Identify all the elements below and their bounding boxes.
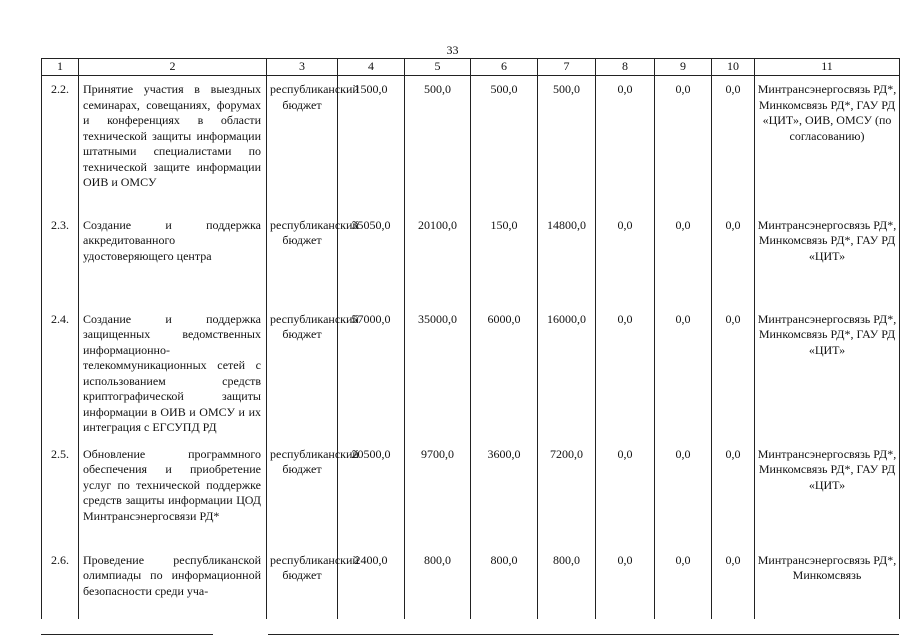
row-number: 2.3. [42, 212, 79, 306]
funding-source: республиканский бюджет [267, 76, 338, 212]
column-header: 4 [338, 59, 405, 76]
column-header: 10 [712, 59, 755, 76]
table-row [42, 306, 900, 441]
amount-total: 20500,0 [338, 441, 405, 547]
column-header: 2 [79, 59, 267, 76]
amount-total: 2400,0 [338, 547, 405, 619]
measure-name: Создание и поддержка аккредитованного удостоверяющего центра [79, 212, 267, 306]
amount-year: 20100,0 [405, 212, 471, 306]
amount-year: 0,0 [655, 212, 712, 306]
row-number: 2.6. [42, 547, 79, 619]
column-header: 7 [538, 59, 596, 76]
amount-year: 16000,0 [538, 306, 596, 441]
amount-year: 7200,0 [538, 441, 596, 547]
amount-year: 0,0 [712, 441, 755, 547]
measure-name: Обновление программного обеспечения и приобретение услуг по технической поддержке средств защиты информации ЦОД Минтрансэнергосвязи РД* [79, 441, 267, 547]
column-header: 1 [42, 59, 79, 76]
funding-source: республиканский бюджет [267, 306, 338, 441]
column-header: 3 [267, 59, 338, 76]
amount-year: 6000,0 [471, 306, 538, 441]
column-header: 5 [405, 59, 471, 76]
funding-source: республиканский бюджет [267, 547, 338, 619]
amount-total: 57000,0 [338, 306, 405, 441]
row-number: 2.2. [42, 76, 79, 212]
amount-year: 9700,0 [405, 441, 471, 547]
column-header: 6 [471, 59, 538, 76]
column-header: 11 [755, 59, 900, 76]
executor: Минтрансэнергосвязь РД*, Минкомсвязь РД*, ГАУ РД «ЦИТ» [755, 441, 900, 547]
measure-name: Создание и поддержка защищенных ведомственных информационно-телекоммуникационных сетей с использованием средств криптографической защиты информации в ОИВ и ОМСУ и их интеграция с ЕГСУПД РД [79, 306, 267, 441]
amount-year: 0,0 [596, 212, 655, 306]
amount-total: 35050,0 [338, 212, 405, 306]
amount-year: 0,0 [712, 547, 755, 619]
row-number: 2.5. [42, 441, 79, 547]
column-header: 9 [655, 59, 712, 76]
amount-year: 500,0 [471, 76, 538, 212]
executor: Минтрансэнергосвязь РД*, Минкомсвязь РД*, ГАУ РД «ЦИТ», ОИВ, ОМСУ (по согласованию) [755, 76, 900, 212]
amount-year: 0,0 [712, 76, 755, 212]
executor: Минтрансэнергосвязь РД*, Минкомсвязь [755, 547, 900, 619]
footer-rule [41, 634, 899, 635]
amount-year: 0,0 [655, 547, 712, 619]
amount-year: 3600,0 [471, 441, 538, 547]
amount-year: 500,0 [405, 76, 471, 212]
footer-rule-right [268, 634, 899, 635]
amount-year: 0,0 [712, 306, 755, 441]
funding-source: республиканский бюджет [267, 212, 338, 306]
amount-year: 14800,0 [538, 212, 596, 306]
measure-name: Принятие участия в выездных семинарах, совещаниях, форумах и конференциях в области технической защиты информации штатными специалистами по технической защите информации ОИВ и ОМСУ [79, 76, 267, 212]
amount-year: 0,0 [712, 212, 755, 306]
funding-source: республиканский бюджет [267, 441, 338, 547]
amount-year: 0,0 [655, 76, 712, 212]
footer-rule-left [41, 634, 213, 635]
amount-year: 0,0 [655, 306, 712, 441]
table-row [42, 76, 900, 212]
amount-year: 0,0 [596, 547, 655, 619]
amount-year: 800,0 [405, 547, 471, 619]
column-header: 8 [596, 59, 655, 76]
amount-year: 800,0 [471, 547, 538, 619]
amount-year: 35000,0 [405, 306, 471, 441]
table-row [42, 441, 900, 547]
executor: Минтрансэнергосвязь РД*, Минкомсвязь РД*, ГАУ РД «ЦИТ» [755, 306, 900, 441]
amount-total: 1500,0 [338, 76, 405, 212]
header-row [42, 59, 900, 76]
program-table [41, 58, 900, 619]
amount-year: 0,0 [596, 306, 655, 441]
amount-year: 0,0 [596, 441, 655, 547]
row-number: 2.4. [42, 306, 79, 441]
executor: Минтрансэнергосвязь РД*, Минкомсвязь РД*, ГАУ РД «ЦИТ» [755, 212, 900, 306]
amount-year: 0,0 [655, 441, 712, 547]
measure-name: Проведение республиканской олимпиады по информационной безопасности среди уча- [79, 547, 267, 619]
table-row [42, 547, 900, 619]
amount-year: 800,0 [538, 547, 596, 619]
amount-year: 150,0 [471, 212, 538, 306]
amount-year: 0,0 [596, 76, 655, 212]
table-row [42, 212, 900, 306]
page-number: 33 [446, 43, 459, 57]
amount-year: 500,0 [538, 76, 596, 212]
